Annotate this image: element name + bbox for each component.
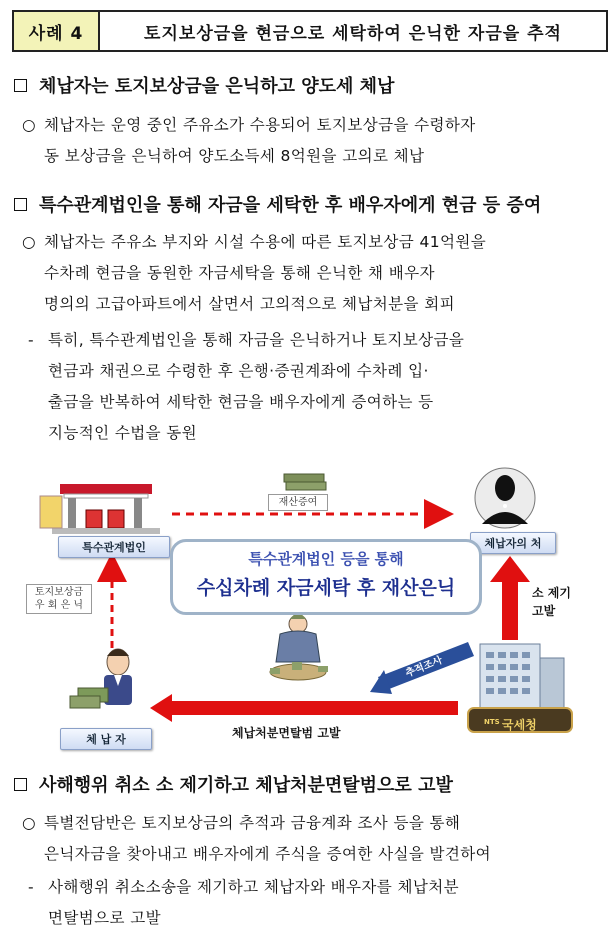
bullet-marker: -	[28, 878, 34, 896]
text-line: 체납자는 운영 중인 주유소가 수용되어 토지보상금을 수령하자	[44, 116, 476, 134]
accuse-arrow	[150, 694, 458, 722]
checkbox-square-icon	[14, 79, 27, 92]
checkbox-square-icon	[14, 778, 27, 791]
lawsuit-label-line: 소 제기	[532, 586, 571, 600]
text-line: 특히, 특수관계법인을 통해 자금을 은닉하거나 토지보상금을	[48, 331, 465, 349]
text-line: 특별전담반은 토지보상금의 추적과 금융계좌 조사 등을 통해	[44, 814, 461, 832]
bullet-marker: ○	[22, 116, 36, 134]
bullet-marker: ○	[22, 814, 36, 832]
paragraph	[28, 872, 459, 934]
paragraph	[22, 110, 476, 172]
section-heading-3: 사해행위 취소 소 제기하고 체납처분면탈범으로 고발	[14, 771, 453, 797]
text-line: 지능적인 수법을 동원	[48, 424, 198, 442]
trace-label: 추적조사	[404, 655, 445, 680]
text-line: 동 보상금을 은닉하여 양도소득세 8억원을 고의로 체납	[44, 147, 425, 165]
bullet-marker: -	[28, 331, 34, 349]
detour-tag	[26, 584, 92, 614]
flow-diagram	[0, 462, 616, 762]
text-line: 명의의 고급아파트에서 살면서 고의적으로 체납처분을 회피	[44, 295, 455, 313]
case-label: 사례 4	[14, 12, 100, 50]
tax-office-sign-small: NTS	[484, 718, 500, 726]
text-line: 체납자는 주유소 부지와 시설 수용에 따른 토지보상금 41억원을	[44, 233, 487, 251]
checkbox-square-icon	[14, 198, 27, 211]
node-company-label: 특수관계법인	[58, 536, 170, 558]
text-line: 현금과 채권으로 수령한 후 은행·증권계좌에 수차례 입·	[48, 362, 429, 380]
node-spouse-label: 체납자의 처	[470, 532, 556, 554]
detour-tag-line: 토지보상금	[34, 587, 84, 598]
callout-line-1: 특수관계법인 등을 통해	[248, 550, 404, 568]
text-line: 사해행위 취소소송을 제기하고 체납자와 배우자를 체납처분	[48, 878, 459, 896]
case-title-box	[12, 10, 608, 52]
lawsuit-label-line: 고발	[532, 604, 556, 618]
cash-stack-icon	[284, 474, 326, 490]
text-line: 수차례 현금을 동원한 자금세탁을 통해 은닉한 채 배우자	[44, 264, 435, 282]
accuse-label: 체납처분면탈범 고발	[232, 726, 341, 740]
callout-box	[170, 539, 482, 615]
text-line: 은닉자금을 찾아내고 배우자에게 주식을 증여한 사실을 발견하여	[44, 845, 492, 863]
text-line: 면탈범으로 고발	[48, 909, 161, 927]
detour-tag-line: 우 회 은 닉	[34, 600, 84, 611]
callout-line-2: 수십차례 자금세탁 후 재산은닉	[196, 577, 456, 599]
gas-station-icon	[40, 484, 160, 534]
paragraph	[22, 227, 486, 320]
text-line: 출금을 반복하여 세탁한 현금을 배우자에게 증여하는 등	[48, 393, 434, 411]
bullet-marker: ○	[22, 233, 36, 251]
node-taxpayer-label: 체 납 자	[60, 728, 152, 750]
man-with-cash-icon	[70, 649, 132, 708]
paragraph	[28, 325, 464, 449]
tax-office-sign: 국세청	[502, 718, 537, 732]
spouse-silhouette-icon	[475, 468, 535, 528]
money-laundering-man-icon	[270, 614, 328, 681]
gift-tag: 재산증여	[268, 494, 328, 511]
section-heading-2: 특수관계법인을 통해 자금을 세탁한 후 배우자에게 현금 등 증여	[14, 191, 541, 217]
lawsuit-arrow	[490, 556, 530, 640]
case-title: 토지보상금을 현금으로 세탁하여 은닉한 자금을 추적	[144, 23, 562, 44]
section-heading-1: 체납자는 토지보상금을 은닉하고 양도세 체납	[14, 72, 394, 98]
paragraph	[22, 808, 491, 870]
lawsuit-label	[532, 584, 571, 620]
